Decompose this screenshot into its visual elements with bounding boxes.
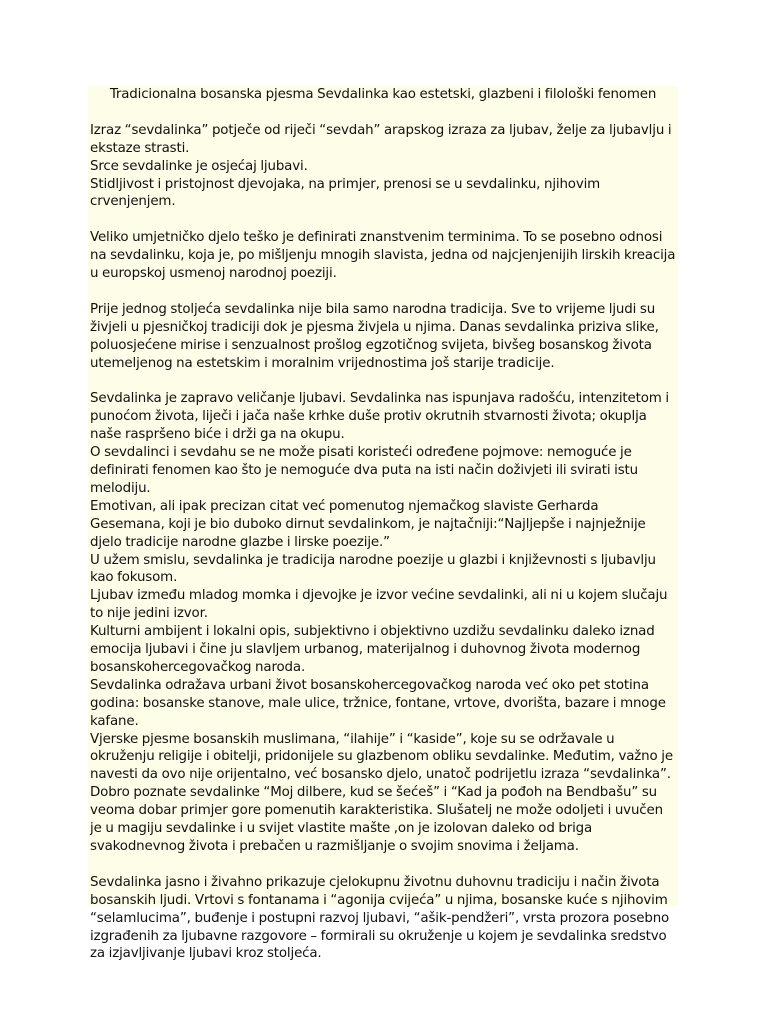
text-line: Izraz “sevdalinka” potječe od riječi “sevdah” arapskog izraza za ljubav, želje za ljubavlju i ekstaze strasti. <box>90 122 672 156</box>
text-line: Vjerske pjesme bosanskih muslimana, “ilahije” i “kaside”, koje su se održavale u okruženju religije i obitelji, pridonijele su glazbenom obliku sevdalinke. Međutim, važno je navesti da ovo nije orijentalno, već bosansko djelo, unatoč podrijetlu izraza “sevdalinka”. <box>90 731 673 783</box>
text-line: Emotivan, ali ipak precizan citat već pomenutog njemačkog slaviste Gerharda Gesemana, koji je bio duboko dirnut sevdalinkom, je najtačniji:“Najljepše i najnježnije djelo tradicije narodne glazbe i lirske poezije.” <box>90 498 646 550</box>
text-line: Ljubav između mladog momka i djevojke je izvor većine sevdalinki, ali ni u kojem slučaju to nije jedini izvor. <box>90 588 668 622</box>
paragraph <box>90 122 676 212</box>
text-line: Kulturni ambijent i lokalni opis, subjektivno i objektivno uzdižu sevdalinku daleko iznad emocija ljubavi i čine ju slavljem urbanog, materijalnog i duhovnog života modernog bosanskohercegovačkog naroda. <box>90 624 655 675</box>
text-line: Prije jednog stoljeća sevdalinka nije bila samo narodna tradicija. Sve to vrijeme ljudi su živjeli u pjesničkoj tradiciji dok je pjesma živjela u njima. Danas sevdalinka priziva slike, poluosjećene mirise i senzualnost prošlog egzotičnog svijeta, bivšeg bosanskog života utemeljenog na estetskim i moralnim vrijednostima još starije tradicije. <box>90 301 659 371</box>
text-line: Srce sevdalinke je osjećaj ljubavi. <box>90 158 308 174</box>
text-line: Sevdalinka je zapravo veličanje ljubavi. Sevdalinka nas ispunjava radošću, intenzitetom i punoćom života, liječi i jača naše krhke duše protiv okrutnih stvarnosti života; okuplja naše raspršeno biće i drži ga na okupu. <box>90 391 669 443</box>
document-title: Tradicionalna bosanska pjesma Sevdalinka kao estetski, glazbeni i filološki fenomen <box>109 87 657 102</box>
paragraph-gap <box>90 372 676 390</box>
document-body <box>90 86 676 963</box>
text-line: Veliko umjetničko djelo teško je definirati znanstvenim terminima. To se posebno odnosi na sevdalinku, koja je, po mišljenju mnogih slavista, jedna od najcjenjenijih lirskih kreacija u europskoj usmenoj narodnoj poeziji. <box>90 230 676 282</box>
paragraph <box>90 301 676 373</box>
text-line: Sevdalinka odražava urbani život bosanskohercegovačkog naroda već oko pet stotina godina: bosanske stanove, male ulice, tržnice, fontane, vrtove, dvorišta, bazare i mnoge kafane. <box>90 677 666 729</box>
text-line: O sevdalinci i sevdahu se ne može pisati koristeći određene pojmove: nemoguće je definirati fenomen kao što je nemoguće dva puta na isti način doživjeti ili svirati istu melodiju. <box>90 445 638 496</box>
paragraph-gap <box>90 856 676 874</box>
paragraph <box>90 390 676 856</box>
paragraph-gap <box>90 283 676 301</box>
paragraph <box>90 874 676 964</box>
text-line: Sevdalinka jasno i živahno prikazuje cjelokupnu životnu duhovnu tradiciju i način života bosanskih ljudi. Vrtovi s fontanama i “agonija cvijeća” u njima, bosanske kuće s njihovim “selamlucima”, buđenje i postupni razvoj ljubavi, “ašik-pendžeri”, vrsta prozora posebno izgrađenih za ljubavne razgovore – formirali su okruženje u kojem je sevdalinka sredstvo za izjavljivanje ljubavi kroz stoljeća. <box>90 874 670 962</box>
text-line: Dobro poznate sevdalinke “Moj dilbere, kud se šećeš” i “Kad ja pođoh na Bendbašu” su veoma dobar primjer gore pomenutih karakteristika. Slušatelj ne može odoljeti i uvučen je u magiju sevdalinke i u svijet vlastite mašte ,on je izolovan daleko od briga svakodnevnog života i prebačen u razmišljanje o svojim snovima i željama. <box>90 785 663 854</box>
paragraph <box>90 229 676 283</box>
text-line: Stidljivost i pristojnost djevojaka, na primjer, prenosi se u sevdalinku, njihovim crvenjenjem. <box>90 176 601 210</box>
text-line: U užem smislu, sevdalinka je tradicija narodne poezije u glazbi i književnosti s ljubavlju kao fokusom. <box>90 552 656 586</box>
paragraph-gap <box>90 211 676 229</box>
